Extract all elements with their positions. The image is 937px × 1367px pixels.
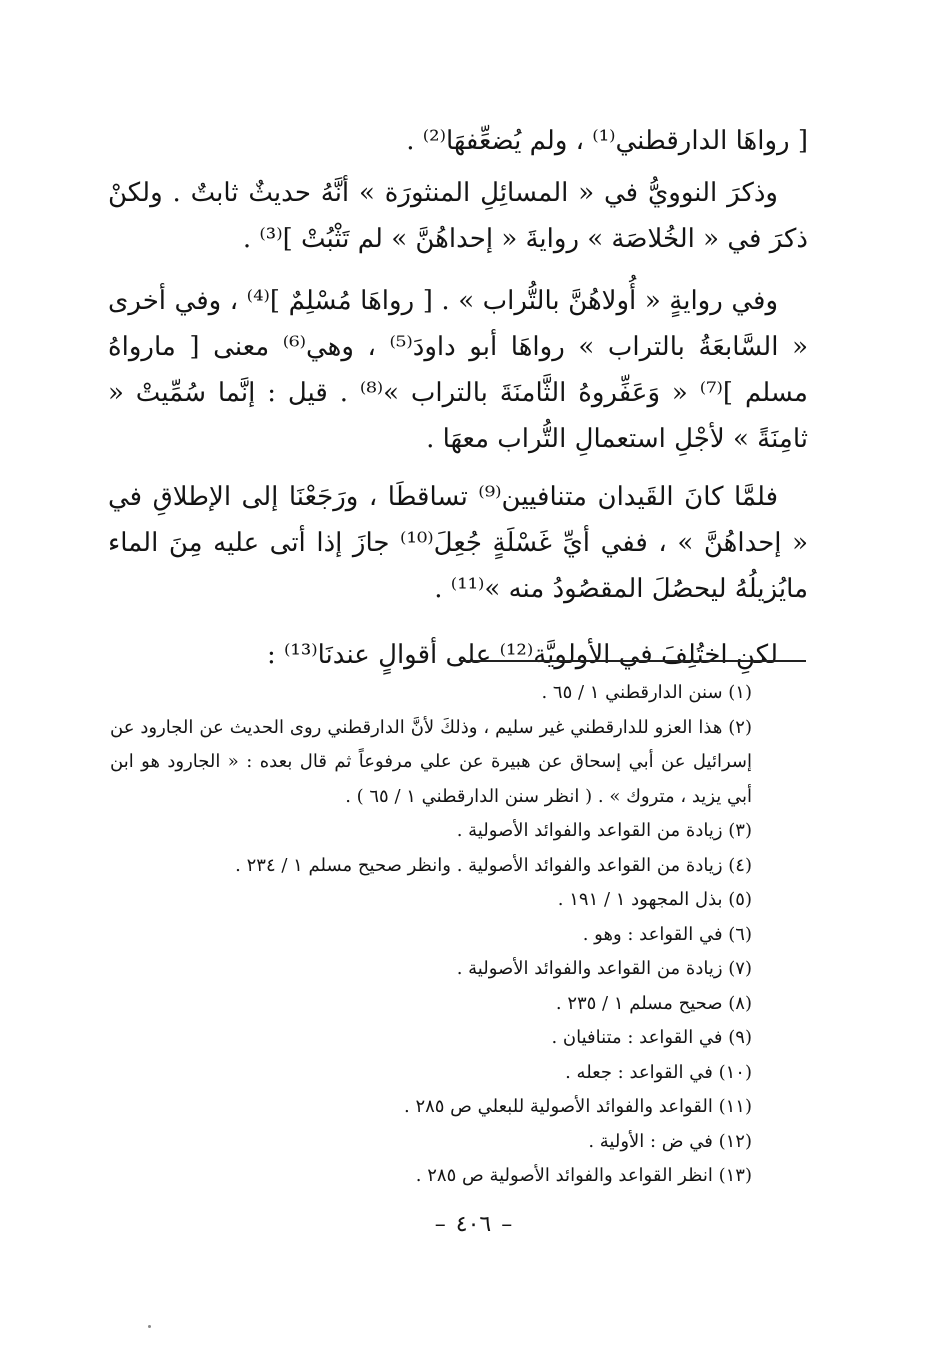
- footnote-10: (١٠) في القواعد : جعله .: [565, 1061, 752, 1083]
- paragraph-5: لكنِ اختُلِفَ في الأولويَّة⁽¹²⁾ على أقوالٍ عندنَا⁽¹³⁾ :: [266, 640, 778, 670]
- paragraph-3: وفي روايةٍ « أُولاهُنَّ بالتُّراب » . [ رواهَا مُسْلِمٌ ]⁽⁴⁾ ، وفي أخرى « السَّابعَةُ بالتراب » رواهَا أبو داودَ⁽⁵⁾ ، وهي⁽⁶⁾ معنى [ مارواهُ مسلم ]⁽⁷⁾ « وَعَفِّروهُ الثَّامنَةَ بالتراب »⁽⁸⁾ . قيل : إنَّما سُمِّيتْ « ثامِنَةً » لأجْلِ استعمالِ التُّراب معهَا .: [108, 286, 808, 454]
- footnote-6: (٦) في القواعد : وهو .: [582, 923, 752, 945]
- paragraph-1: [ رواهَا الدارقطني⁽¹⁾ ، ولم يُضعِّفهَا⁽²⁾ .: [406, 126, 808, 156]
- paragraph-4: فلمَّا كانَ القَيدان متنافيين⁽⁹⁾ تساقطَا ، ورَجَعْنَا إلى الإطلاقِ في « إحداهُنَّ » ، ففي أيِّ غَسْلَةٍ جُعِلَ⁽¹⁰⁾ جازَ إذا أتى عليه مِنَ الماء مايُزيلُهُ ليحصُلَ المقصُودُ منه »⁽¹¹⁾ .: [108, 482, 808, 604]
- footnote-9: (٩) في القواعد : متنافيان .: [551, 1027, 752, 1048]
- footnote-13: (١٣) انظر القواعد والفوائد الأصولية ص ٢٨٥ .: [415, 1165, 752, 1186]
- page-number: [0, 1212, 937, 1237]
- footnote-8: (٨) صحيح مسلم ١ / ٢٣٥ .: [555, 992, 752, 1014]
- page-number-dash-left: –: [434, 1212, 446, 1237]
- footnote-separator: [461, 660, 806, 662]
- page-number-dash-right: –: [501, 1212, 513, 1237]
- footnote-11: (١١) القواعد والفوائد الأصولية للبعلي ص ٢٨٥ .: [403, 1096, 752, 1117]
- main-text: [108, 118, 808, 678]
- page-number-value: ٤٠٦: [455, 1212, 492, 1237]
- footnote-1: (١) سنن الدارقطني ١ / ٦٥ .: [541, 682, 752, 703]
- footnote-5: (٥) بذل المجهود ١ / ١٩١ .: [557, 889, 752, 910]
- scan-speck: [148, 1325, 151, 1328]
- footnote-2: (٢) هذا العزو للدارقطني غير سليم ، وذلكَ لأنَّ الدارقطني روى الحديث عن الجارود عن إسرائيل عن أبي إسحاق عن هبيرة عن علي مرفوعاً ثم قال بعده : « الجارود هو ابن أبي يزيد ، متروك » . ( انظر سنن الدارقطني ١ / ٦٥ ) .: [110, 716, 752, 807]
- paragraph-2: وذكرَ النوويُّ في « المسائِلِ المنثورَة » أنَّهُ حديثٌ ثابتٌ . ولكنْ ذكرَ في « الخُلاصَة » روايةَ « إحداهُنَّ » لم تَثْبُتْ ]⁽³⁾ .: [108, 178, 808, 254]
- footnote-7: (٧) زيادة من القواعد والفوائد الأصولية .: [456, 958, 752, 979]
- footnote-4: (٤) زيادة من القواعد والفوائد الأصولية . وانظر صحيح مسلم ١ / ٢٣٤ .: [235, 854, 752, 876]
- footnotes: [110, 676, 810, 1194]
- footnote-3: (٣) زيادة من القواعد والفوائد الأصولية .: [456, 820, 752, 841]
- footnote-12: (١٢) في ض : الأولية .: [588, 1130, 752, 1152]
